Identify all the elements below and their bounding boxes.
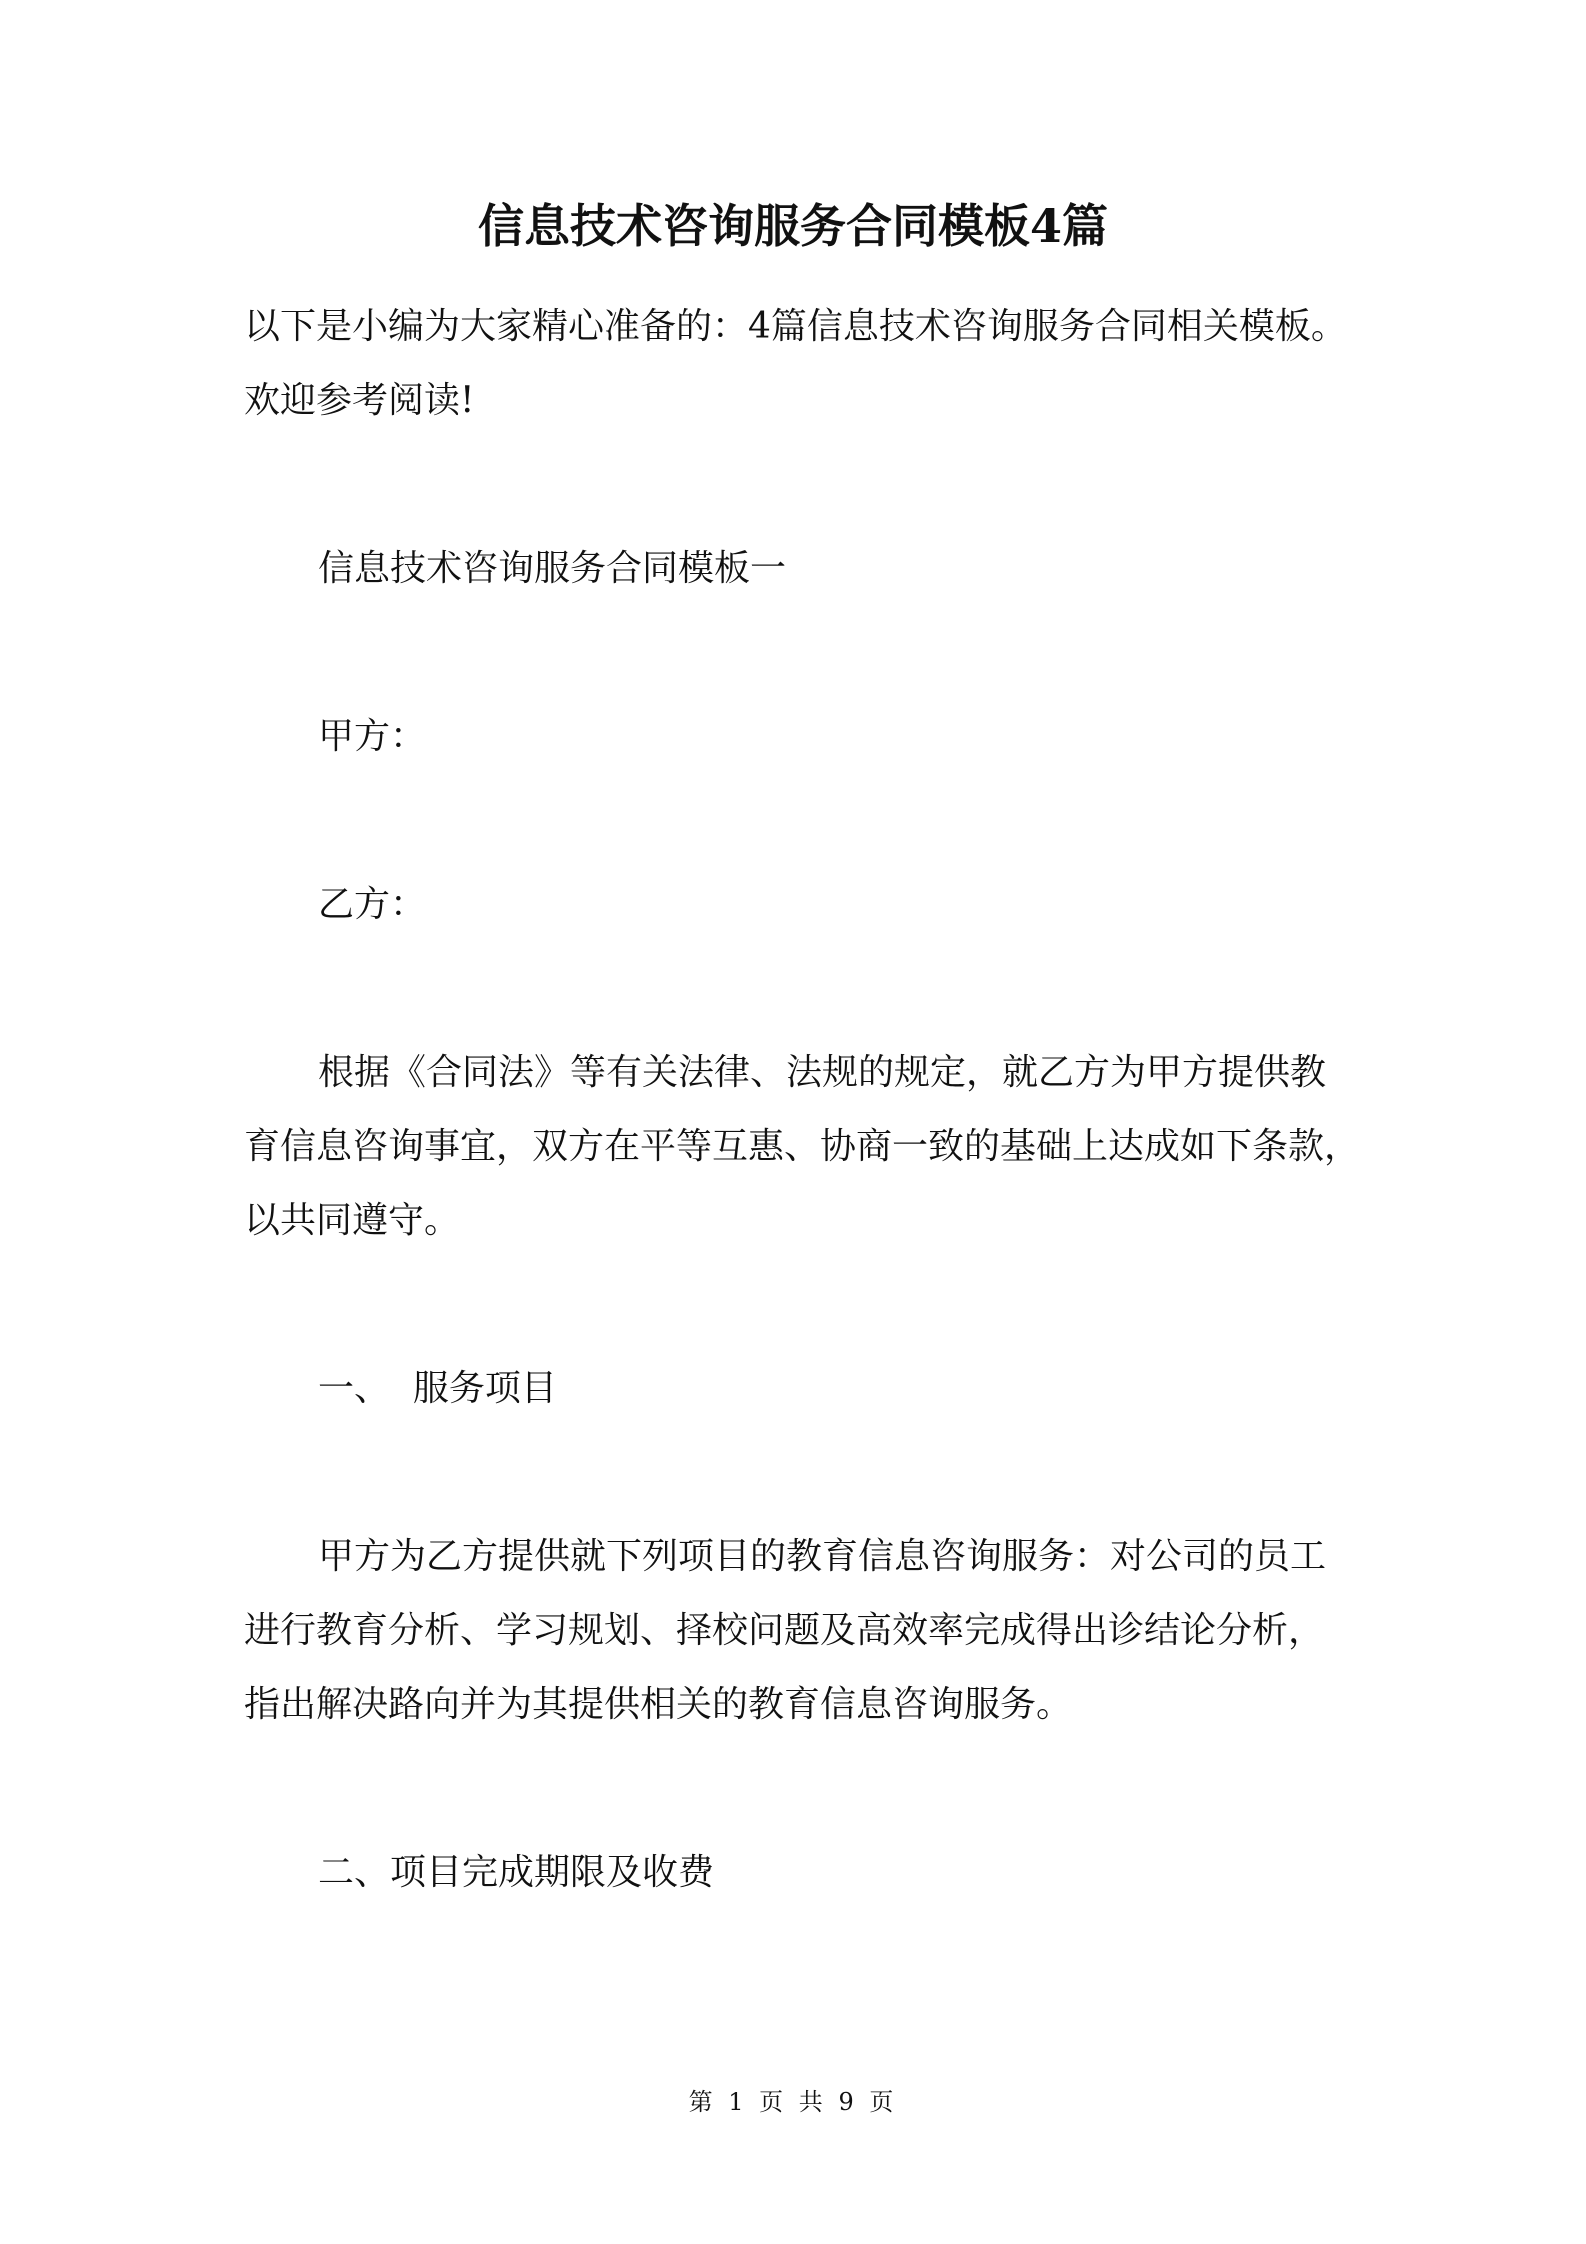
preamble-line-1: 根据《合同法》等有关法律、法规的规定，就乙方为甲方提供教 [318, 1052, 1327, 1093]
party-b-label: 乙方： [318, 884, 427, 925]
document-title: 信息技术咨询服务合同模板4篇 [477, 199, 1108, 253]
section-1-heading: 一、 服务项目 [318, 1368, 557, 1409]
intro-paragraph [244, 290, 1354, 438]
preamble-paragraph [244, 1036, 1361, 1258]
intro-line-2: 欢迎参考阅读! [244, 380, 475, 421]
preamble-line-3: 以共同遵守。 [244, 1200, 461, 1241]
intro-line-1: 以下是小编为大家精心准备的：4篇信息技术咨询服务合同相关模板。 [244, 306, 1347, 347]
section-1-heading-paragraph [244, 1352, 1354, 1426]
party-b-paragraph [244, 868, 1354, 942]
template-heading: 信息技术咨询服务合同模板一 [318, 548, 787, 589]
section-2-heading-paragraph [244, 1836, 1354, 1910]
template-heading-paragraph [244, 532, 1354, 606]
section-1-body-line-2: 进行教育分析、学习规划、择校问题及高效率完成得出诊结论分析， [244, 1610, 1325, 1651]
party-a-label: 甲方： [318, 716, 427, 757]
section-1-body-line-1: 甲方为乙方提供就下列项目的教育信息咨询服务：对公司的员工 [318, 1536, 1327, 1577]
section-1-body-line-3: 指出解决路向并为其提供相关的教育信息咨询服务。 [244, 1684, 1073, 1725]
section-1-body-paragraph [244, 1520, 1354, 1742]
page-number-footer: 第 1 页 共 9 页 [688, 2088, 898, 2116]
section-2-heading: 二、项目完成期限及收费 [318, 1852, 715, 1893]
party-a-paragraph [244, 700, 1354, 774]
preamble-line-2: 育信息咨询事宜，双方在平等互惠、协商一致的基础上达成如下条款， [244, 1126, 1361, 1167]
